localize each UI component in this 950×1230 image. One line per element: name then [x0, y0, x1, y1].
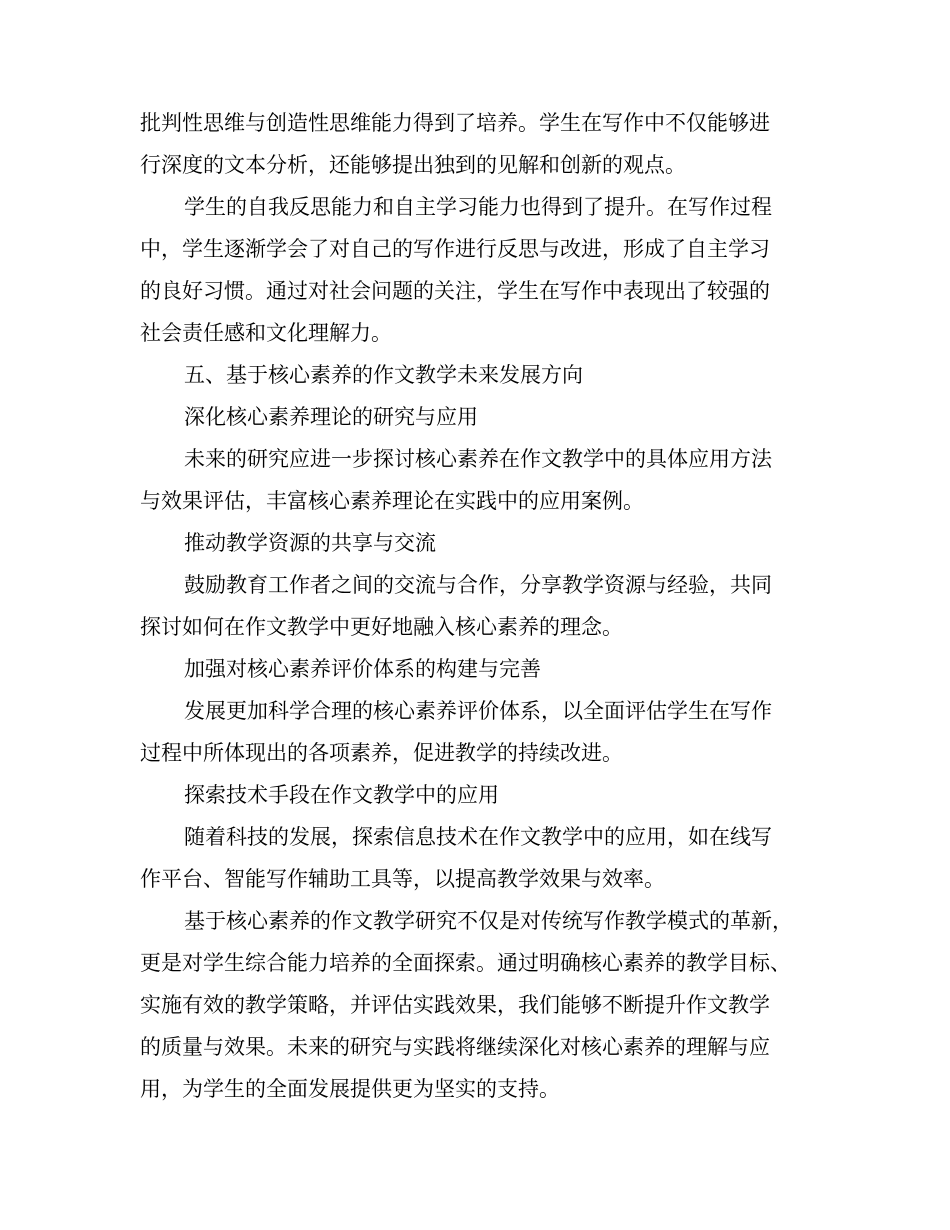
paragraph-line: 未来的研究应进一步探讨核心素养在作文教学中的具体应用方法 — [184, 447, 772, 471]
subheading: 加强对核心素养评价体系的构建与完善 — [184, 657, 541, 681]
paragraph-line: 实施有效的教学策略，并评估实践效果，我们能够不断提升作文教学 — [140, 993, 770, 1017]
section-heading: 五、基于核心素养的作文教学未来发展方向 — [184, 363, 583, 387]
paragraph-line: 学生的自我反思能力和自主学习能力也得到了提升。在写作过程 — [184, 195, 772, 219]
paragraph-line: 过程中所体现出的各项素养，促进教学的持续改进。 — [140, 741, 623, 765]
paragraph-line: 随着科技的发展，探索信息技术在作文教学中的应用，如在线写 — [184, 825, 772, 849]
paragraph-line: 中，学生逐渐学会了对自己的写作进行反思与改进，形成了自主学习 — [140, 237, 770, 261]
paragraph-line: 与效果评估，丰富核心素养理论在实践中的应用案例。 — [140, 489, 644, 513]
paragraph-line: 鼓励教育工作者之间的交流与合作，分享教学资源与经验，共同 — [184, 573, 772, 597]
subheading: 探索技术手段在作文教学中的应用 — [184, 783, 499, 807]
paragraph-line: 社会责任感和文化理解力。 — [140, 321, 392, 345]
paragraph-line: 探讨如何在作文教学中更好地融入核心素养的理念。 — [140, 615, 623, 639]
subheading: 深化核心素养理论的研究与应用 — [184, 405, 478, 429]
paragraph-line: 的质量与效果。未来的研究与实践将继续深化对核心素养的理解与应 — [140, 1035, 770, 1059]
paragraph-line: 作平台、智能写作辅助工具等，以提高教学效果与效率。 — [140, 867, 665, 891]
paragraph-line: 发展更加科学合理的核心素养评价体系，以全面评估学生在写作 — [184, 699, 772, 723]
paragraph-line: 用，为学生的全面发展提供更为坚实的支持。 — [140, 1077, 560, 1101]
paragraph-line: 更是对学生综合能力培养的全面探索。通过明确核心素养的教学目标、 — [140, 951, 791, 975]
paragraph-line: 批判性思维与创造性思维能力得到了培养。学生在写作中不仅能够进 — [140, 111, 770, 135]
paragraph-line: 的良好习惯。通过对社会问题的关注，学生在写作中表现出了较强的 — [140, 279, 770, 303]
paragraph-line: 行深度的文本分析，还能够提出独到的见解和创新的观点。 — [140, 153, 686, 177]
subheading: 推动教学资源的共享与交流 — [184, 531, 436, 555]
paragraph-line: 基于核心素养的作文教学研究不仅是对传统写作教学模式的革新， — [184, 909, 793, 933]
